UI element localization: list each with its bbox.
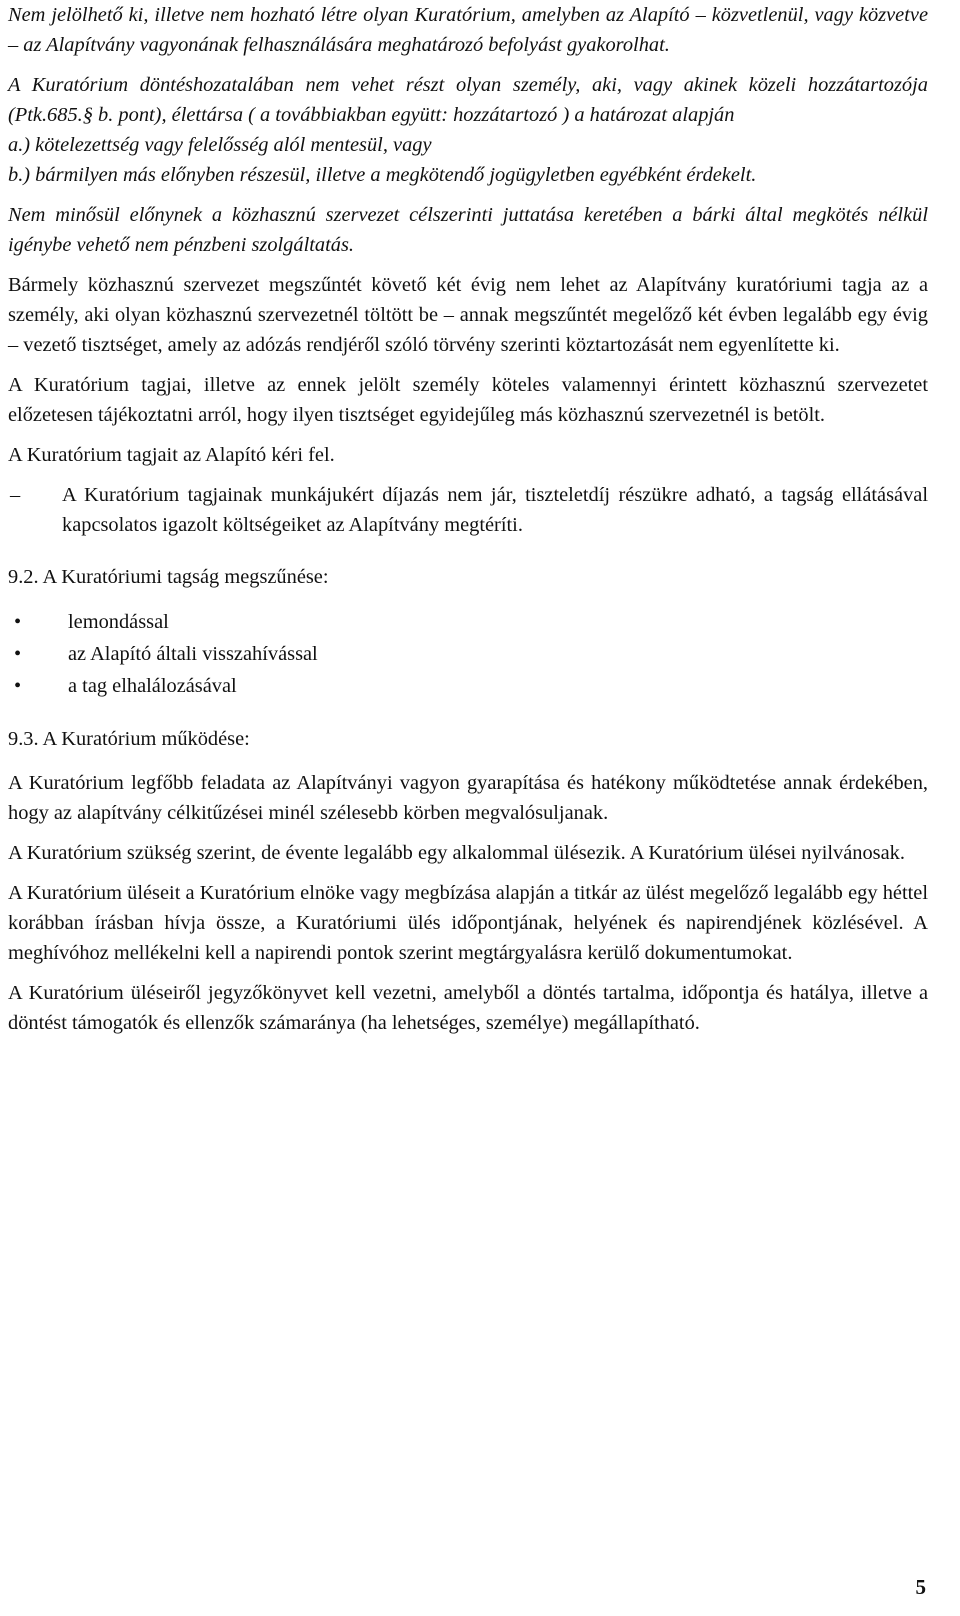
- document-page: [8, 0, 928, 1038]
- dash-mark: –: [10, 484, 21, 506]
- paragraph-former-org: Bármely közhasznú szervezet megszűntét követő két évig nem lehet az Alapítvány kuratóriumi tagja az a személy, aki olyan közhasznú szervezetnél töltött be – annak megszűntét megelőző két évben legalább egy évig – vezető tisztséget, amely az adózás rendjéről szóló törvény szerinti köztartozását nem egyenlítette ki.: [8, 274, 928, 356]
- termination-item-text: lemondással: [68, 611, 169, 633]
- bullet-icon: •: [14, 643, 22, 665]
- paragraph-decision-exclusion: A Kuratórium döntéshozatalában nem vehet részt olyan személy, aki, vagy akinek közeli hozzátartozója (Ptk.685.§ b. pont), élettársa ( a továbbiakban együtt: hozzátartozó ) a határozat alapján: [8, 74, 928, 126]
- exclusion-list: [8, 130, 928, 190]
- dash-item-compensation: [8, 480, 928, 540]
- paragraph-not-benefit: Nem minősül előnynek a közhasznú szervezet célszerinti juttatása keretében a bárki által megkötés nélkül igénybe vehető nem pénzbeni szolgáltatás.: [8, 204, 928, 256]
- termination-item-text: a tag elhalálozásával: [68, 675, 237, 697]
- exclusion-item-a: a.) kötelezettség vagy felelősség alól mentesül, vagy: [8, 134, 432, 156]
- paragraph-members-invited: A Kuratórium tagjait az Alapító kéri fel.: [8, 444, 335, 466]
- termination-item-text: az Alapító általi visszahívással: [68, 643, 318, 665]
- list-item: [8, 638, 928, 670]
- termination-list: [8, 606, 928, 702]
- list-item: [8, 606, 928, 638]
- paragraph-main-task: A Kuratórium legfőbb feladata az Alapítványi vagyon gyarapítása és hatékony működtetése annak érdekében, hogy az alapítvány célkitűzései minél szélesebb körben megvalósuljanak.: [8, 772, 928, 824]
- bullet-icon: •: [14, 611, 22, 633]
- list-item: [8, 670, 928, 702]
- page-number: 5: [915, 1575, 926, 1599]
- section-heading-9-3: 9.3. A Kuratórium működése:: [8, 728, 250, 750]
- section-heading-9-2: 9.2. A Kuratóriumi tagság megszűnése:: [8, 566, 329, 588]
- paragraph-meeting-frequency: A Kuratórium szükség szerint, de évente legalább egy alkalommal ülésezik. A Kuratórium ülései nyilvánosak.: [8, 842, 905, 864]
- paragraph-minutes: A Kuratórium üléseiről jegyzőkönyvet kell vezetni, amelyből a döntés tartalma, időpontja és hatálya, illetve a döntést támogatók és ellenzők számaránya (ha lehetséges, személye) megállapítható.: [8, 982, 928, 1034]
- paragraph-inform-obligation: A Kuratórium tagjai, illetve az ennek jelölt személy köteles valamennyi érintett közhasznú szervezetet előzetesen tájékoztatni arról, hogy ilyen tisztséget egyidejűleg más közhasznú szervezetnél is betölt.: [8, 374, 928, 426]
- dash-item-text: A Kuratórium tagjainak munkájukért díjazás nem jár, tiszteletdíj részükre adható, a tagság ellátásával kapcsolatos igazolt költségeiket az Alapítvány megtéríti.: [62, 484, 928, 536]
- paragraph-meeting-convening: A Kuratórium üléseit a Kuratórium elnöke vagy megbízása alapján a titkár az ülést megelőző legalább egy héttel korábban írásban hívja össze, a Kuratóriumi ülés időpontjának, helyének és napirendjének közlésével. A meghívóhoz mellékelni kell a napirendi pontok szerint megtárgyalásra kerülő dokumentumokat.: [8, 882, 928, 964]
- paragraph-kuratorium-restriction: Nem jelölhető ki, illetve nem hozható létre olyan Kuratórium, amelyben az Alapító – közvetlenül, vagy közvetve – az Alapítvány vagyonának felhasználására meghatározó befolyást gyakorolhat.: [8, 4, 928, 56]
- bullet-icon: •: [14, 675, 22, 697]
- exclusion-item-b: b.) bármilyen más előnyben részesül, illetve a megkötendő jogügyletben egyébként érdekelt.: [8, 164, 757, 186]
